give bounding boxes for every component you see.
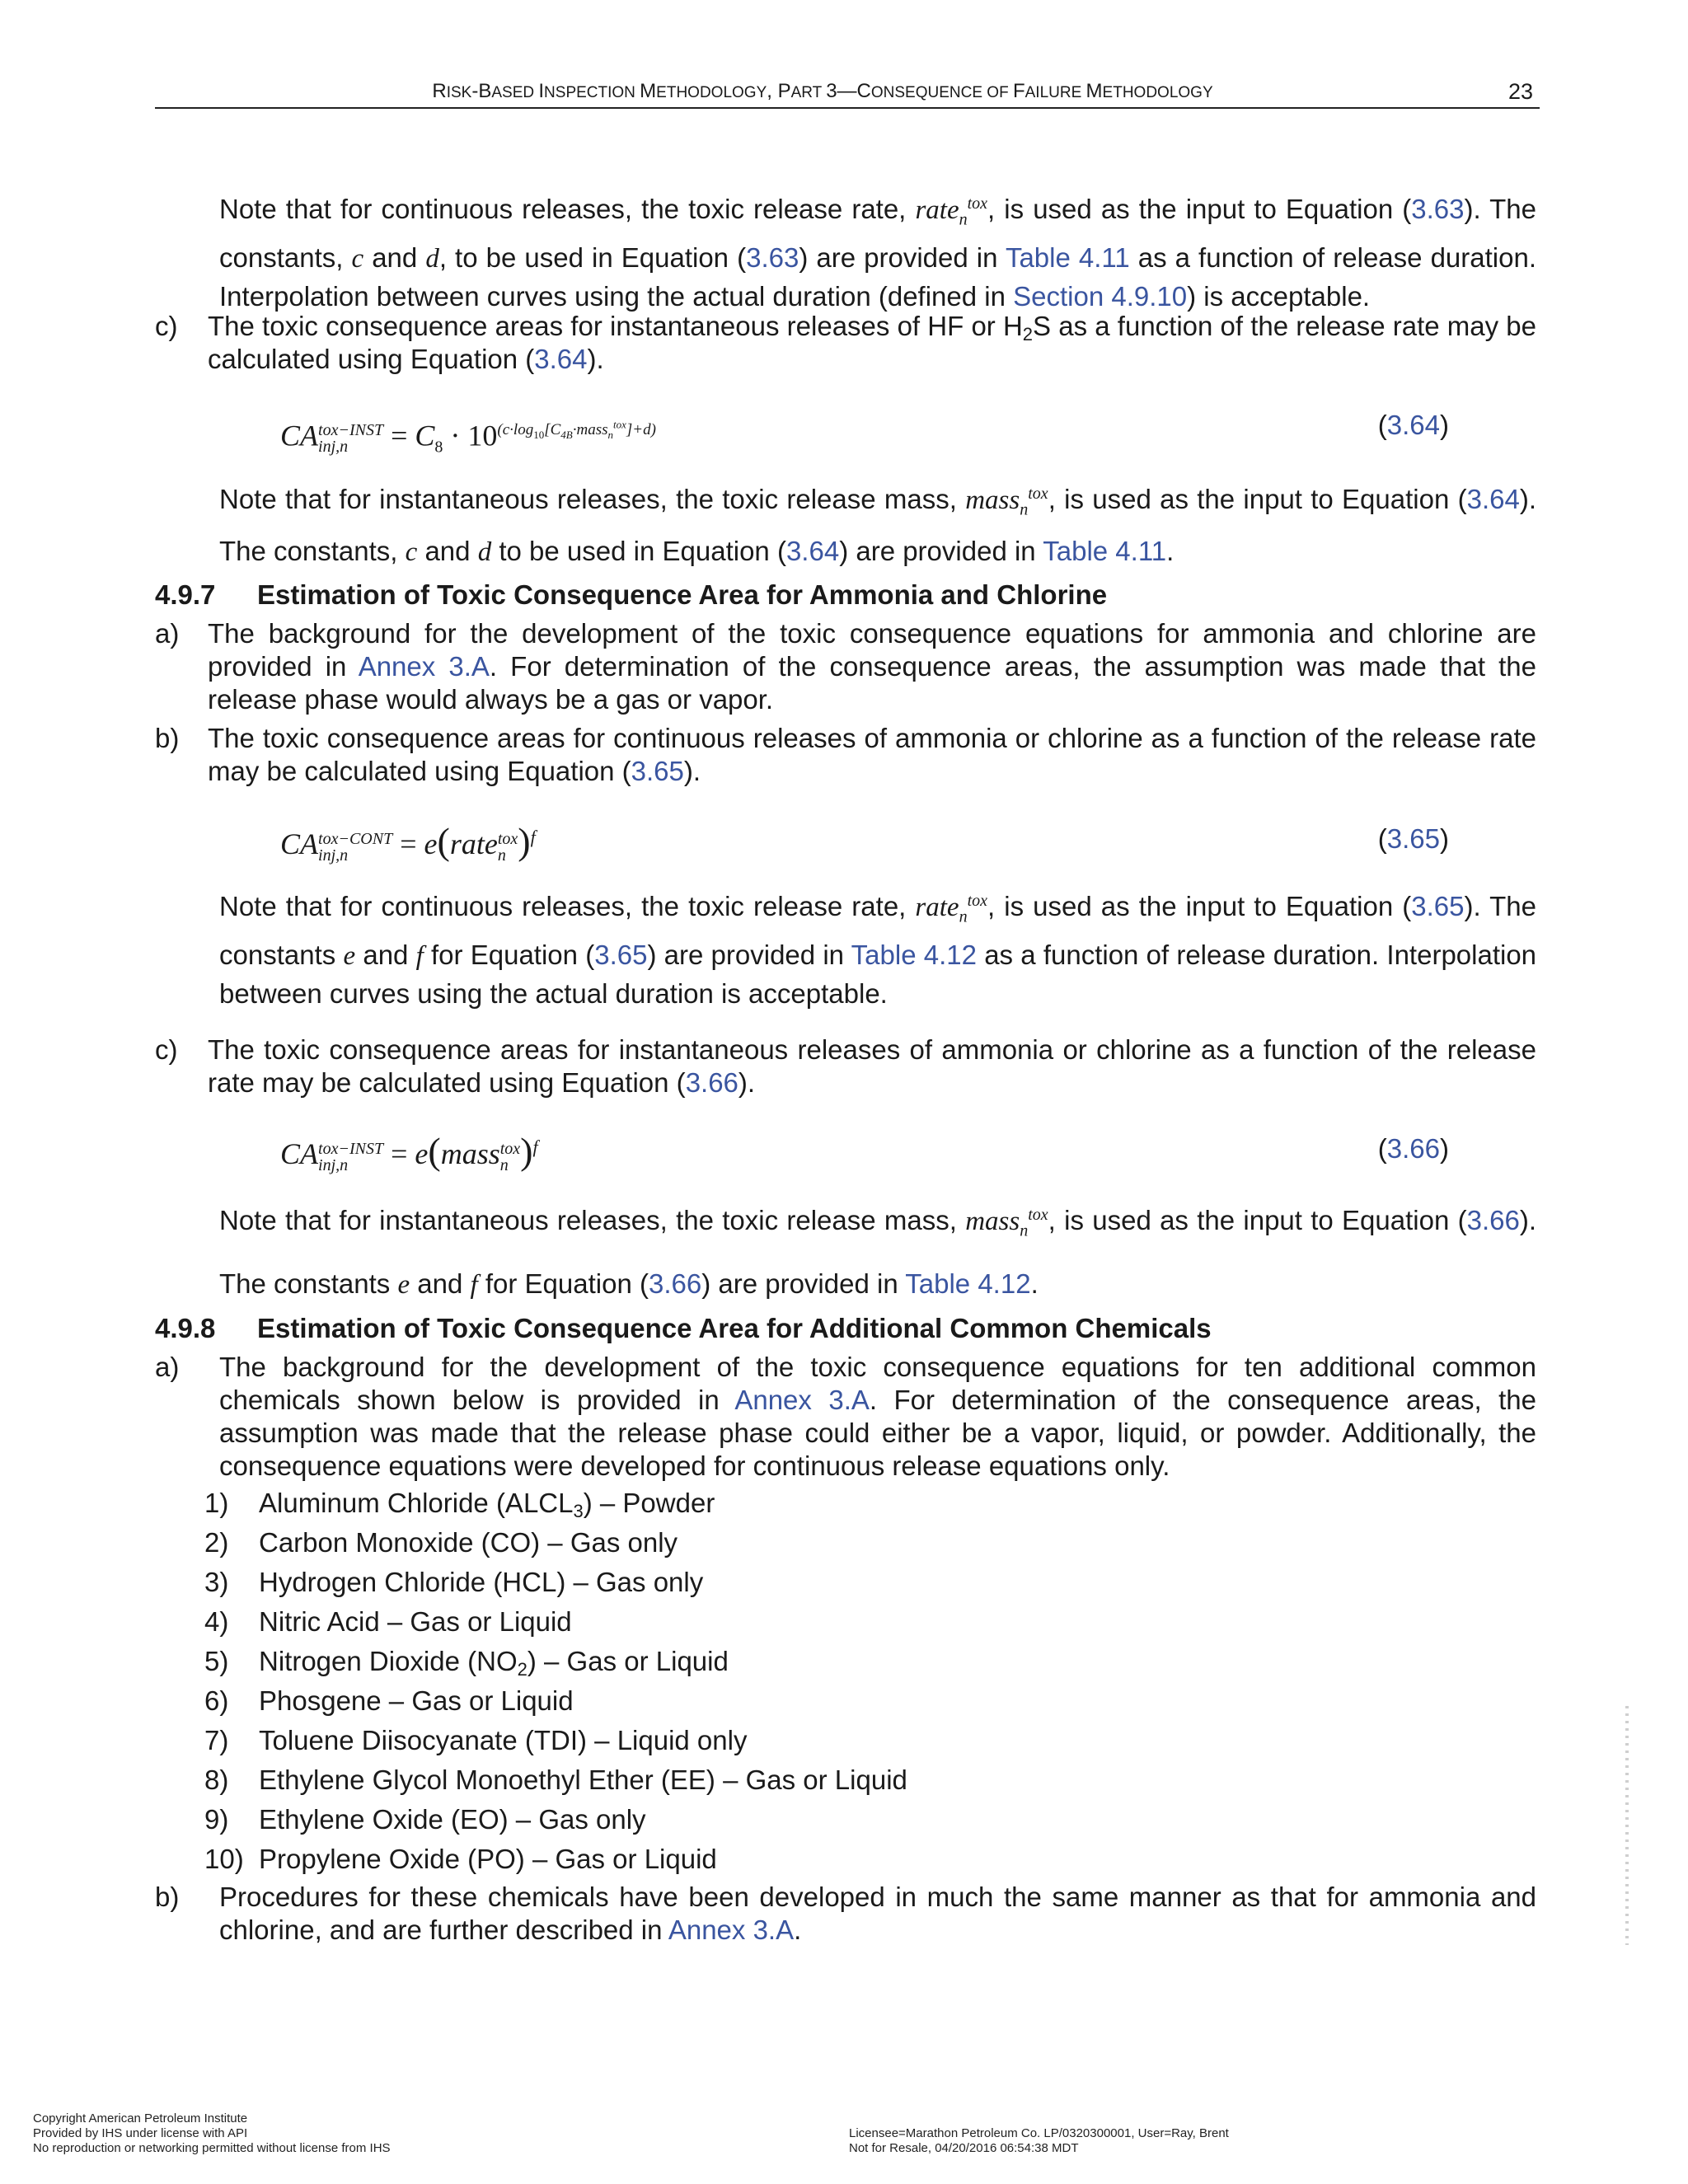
equation-3-64-formula: CA tox−INST inj,n = $C_8 \cdot 10^{(c\cdot log_{10}[C_{4B}\cdot mass_n^{tox}]+d)}$ (280, 419, 656, 457)
note-instantaneous-ammonia-chlorine: Note that for instantaneous releases, the toxic release mass, mass$_n^{tox}$, is used as the input to Equation (3.66). The constants e and f for Equation (3.66) are provided in Table 4.12. (219, 1205, 1537, 1300)
equation-3-65-number: (3.65) (1377, 823, 1449, 854)
math-mass-tox-n-2: mass$_n^{tox}$ (965, 1206, 1048, 1240)
equation-3-66 (280, 1116, 1449, 1179)
chemical-name: Carbon Monoxide (CO) – Gas only (259, 1527, 678, 1558)
chemical-number: 3) (204, 1567, 229, 1597)
chemical-name: Hydrogen Chloride (HCL) – Gas only (259, 1567, 704, 1597)
chemical-name: Propylene Oxide (PO) – Gas or Liquid (259, 1844, 717, 1874)
page-number: 23 (1507, 79, 1533, 104)
link-eq-3-64-d[interactable]: 3.64 (785, 535, 840, 566)
chemical-number: 6) (204, 1685, 229, 1716)
running-header (155, 79, 1540, 109)
chemical-name: Nitrogen Dioxide (NO (259, 1646, 518, 1676)
chemical-subscript: 2 (517, 1659, 528, 1680)
list-marker: b) (155, 723, 180, 753)
chemical-name: Phosgene – Gas or Liquid (259, 1685, 574, 1716)
link-annex-3a[interactable]: Annex 3.A (358, 651, 490, 682)
link-eq-3-65-b[interactable]: 3.65 (1411, 891, 1465, 921)
footer-left (33, 2111, 391, 2156)
link-eq-3-66-label[interactable]: 3.66 (1386, 1133, 1440, 1164)
chemical-list-item (204, 1800, 1193, 1840)
chemical-number: 5) (204, 1646, 229, 1676)
equation-3-65-formula: CA tox−CONT inj,n = e(rate tox n )$^f$ (280, 820, 536, 865)
link-eq-3-65-c[interactable]: 3.65 (594, 939, 648, 970)
chemical-list-item (204, 1483, 1193, 1523)
equation-3-65 (280, 806, 1449, 869)
chemical-number: 2) (204, 1527, 229, 1558)
footer-copyright: Copyright American Petroleum Institute (33, 2111, 248, 2125)
section-4-9-8-heading (155, 1312, 1212, 1345)
note-continuous-hf-h2s: Note that for continuous releases, the toxic release rate, rate$_n^{tox}$, is used as the input to Equation (3.63). The constants, c and d, to be used in Equation (3.63) are provided in Table 4.11 as a function of release duration. Interpolation between curves using the actual duration (defined in Section 4.9.10) is acceptable. (219, 194, 1536, 312)
math-c-2: c (405, 537, 418, 567)
chemical-phase: ) – Powder (583, 1488, 715, 1518)
item-a-ammonia-chlorine-background: a) The background for the development of the toxic consequence equations for ammonia and chlorine are provided in Annex 3.A. For determination of the consequence areas, the assumption was made that the release phase would always be a gas or vapor. (155, 618, 1536, 715)
link-table-4-12[interactable]: Table 4.12 (851, 939, 977, 970)
math-mass-tox-n: mass$_n^{tox}$ (965, 485, 1048, 519)
section-title: Estimation of Toxic Consequence Area for Additional Common Chemicals (257, 1313, 1212, 1343)
note-instantaneous-hf-h2s: Note that for instantaneous releases, the toxic release mass, mass$_n^{tox}$, is used as the input to Equation (3.64). The constants, c and d to be used in Equation (3.64) are provided in Table 4.11. (219, 484, 1537, 567)
link-eq-3-64-label[interactable]: 3.64 (1386, 410, 1440, 440)
list-marker: c) (155, 311, 178, 341)
item-b-ammonia-chlorine-continuous: b) The toxic consequence areas for continuous releases of ammonia or chlorine as a function of the release rate may be calculated using Equation (3.65). (155, 723, 1536, 786)
chemical-name: Aluminum Chloride (ALCL (259, 1488, 574, 1518)
list-marker: a) (155, 1352, 180, 1382)
footer-no-reproduction: No reproduction or networking permitted without license from IHS (33, 2141, 391, 2155)
math-e: e (343, 940, 356, 971)
footer-licensee: Licensee=Marathon Petroleum Co. LP/0320300001, User=Ray, Brent (849, 2126, 1229, 2140)
section-title: Estimation of Toxic Consequence Area for Ammonia and Chlorine (257, 579, 1108, 610)
section-number: 4.9.7 (155, 579, 216, 610)
chemical-name: Toluene Diisocyanate (TDI) – Liquid only (259, 1725, 748, 1755)
chemical-number: 8) (204, 1765, 229, 1795)
list-marker: a) (155, 618, 180, 649)
equation-3-64 (280, 397, 1449, 455)
link-eq-3-64-c[interactable]: 3.64 (1466, 484, 1520, 514)
chemical-phase: ) – Gas or Liquid (527, 1646, 729, 1676)
running-header-title: RISK-BASED INSPECTION METHODOLOGY, PART 3—CONSEQUENCE OF FAILURE METHODOLOGY (432, 80, 1213, 102)
list-marker: b) (155, 1882, 180, 1912)
equation-3-66-formula: CA tox−INST inj,n = e(mass tox n )$^f$ (280, 1130, 538, 1174)
math-d-2: d (477, 537, 492, 567)
item-a-additional-chemicals-background: a) The background for the development of the toxic consequence equations for ten additional common chemicals shown below is provided in Annex 3.A. For determination of the consequence areas, the assumption was made that the release phase could either be a vapor, liquid, or powder. Additionally, the consequence equations were developed for continuous release equations only. (155, 1352, 1536, 1481)
chemical-list-item (204, 1681, 1193, 1721)
link-annex-3a-b[interactable]: Annex 3.A (734, 1385, 870, 1415)
link-eq-3-63[interactable]: 3.63 (1411, 194, 1465, 224)
chemical-list (204, 1483, 1193, 1879)
math-d: d (425, 243, 439, 274)
link-eq-3-64[interactable]: 3.64 (534, 344, 588, 374)
math-rate-tox-n-2: rate$_n^{tox}$ (915, 892, 988, 926)
chemical-number: 7) (204, 1725, 229, 1755)
link-eq-3-66-b[interactable]: 3.66 (1466, 1205, 1520, 1235)
section-4-9-7-heading (155, 579, 1108, 612)
footer-right (849, 2126, 1229, 2156)
link-eq-3-65-label[interactable]: 3.65 (1386, 823, 1440, 854)
link-eq-3-66[interactable]: 3.66 (685, 1067, 738, 1098)
link-eq-3-65[interactable]: 3.65 (631, 756, 684, 786)
link-table-4-11[interactable]: Table 4.11 (1005, 241, 1130, 273)
list-marker: c) (155, 1034, 178, 1065)
item-c-instantaneous-ammonia-chlorine: c) The toxic consequence areas for instantaneous releases of ammonia or chlorine as a function of the release rate may be calculated using Equation (3.66). (155, 1034, 1536, 1098)
math-f: f (415, 940, 424, 971)
chemical-number: 9) (204, 1804, 229, 1835)
chemical-name: Ethylene Oxide (EO) – Gas only (259, 1804, 646, 1835)
chemical-list-item (204, 1721, 1193, 1760)
side-watermark (1625, 1706, 1629, 1945)
link-table-4-12-b[interactable]: Table 4.12 (905, 1268, 1031, 1299)
chemical-name: Ethylene Glycol Monoethyl Ether (EE) – Gas or Liquid (259, 1765, 907, 1795)
link-eq-3-63-b[interactable]: 3.63 (746, 241, 799, 273)
math-c: c (351, 243, 364, 274)
item-c-instantaneous-hf-h2s: c) The toxic consequence areas for instantaneous releases of HF or $H_2S$ as a function of the release rate may be calculated using Equation (3.64). (155, 311, 1536, 374)
chemical-number: 10) (204, 1844, 244, 1874)
chemical-list-item (204, 1840, 1193, 1879)
equation-3-66-number: (3.66) (1377, 1133, 1449, 1164)
math-e-2: e (397, 1269, 410, 1300)
item-b-procedures: b) Procedures for these chemicals have been developed in much the same manner as that for ammonia and chlorine, and are further described in Annex 3.A. (155, 1882, 1536, 1945)
chemical-name: Nitric Acid – Gas or Liquid (259, 1606, 572, 1637)
link-annex-3a-c[interactable]: Annex 3.A (668, 1915, 795, 1945)
footer-provided-by: Provided by IHS under license with API (33, 2126, 248, 2140)
math-rate-tox-n: rate$_n^{tox}$ (915, 194, 988, 229)
chemical-number: 4) (204, 1606, 229, 1637)
math-f-2: f (470, 1269, 478, 1300)
chemical-subscript: 3 (573, 1501, 584, 1521)
chemical-list-item (204, 1642, 1193, 1681)
chemical-number: 1) (204, 1488, 229, 1518)
link-section-4-9-10[interactable]: Section 4.9.10 (1013, 280, 1188, 312)
chemical-list-item (204, 1523, 1193, 1563)
footer-not-for-resale: Not for Resale, 04/20/2016 06:54:38 MDT (849, 2141, 1079, 2155)
section-number: 4.9.8 (155, 1313, 216, 1343)
link-eq-3-66-c[interactable]: 3.66 (648, 1268, 702, 1299)
note-continuous-ammonia-chlorine: Note that for continuous releases, the toxic release rate, rate$_n^{tox}$, is used as the input to Equation (3.65). The constants e and f for Equation (3.65) are provided in Table 4.12 as a function of release duration. Interpolation between curves using the actual duration is acceptable. (219, 891, 1537, 1009)
chemical-list-item (204, 1602, 1193, 1642)
chemical-list-item (204, 1563, 1193, 1602)
equation-3-64-number: (3.64) (1377, 410, 1449, 440)
chemical-list-item (204, 1760, 1193, 1800)
link-table-4-11-b[interactable]: Table 4.11 (1043, 535, 1167, 566)
